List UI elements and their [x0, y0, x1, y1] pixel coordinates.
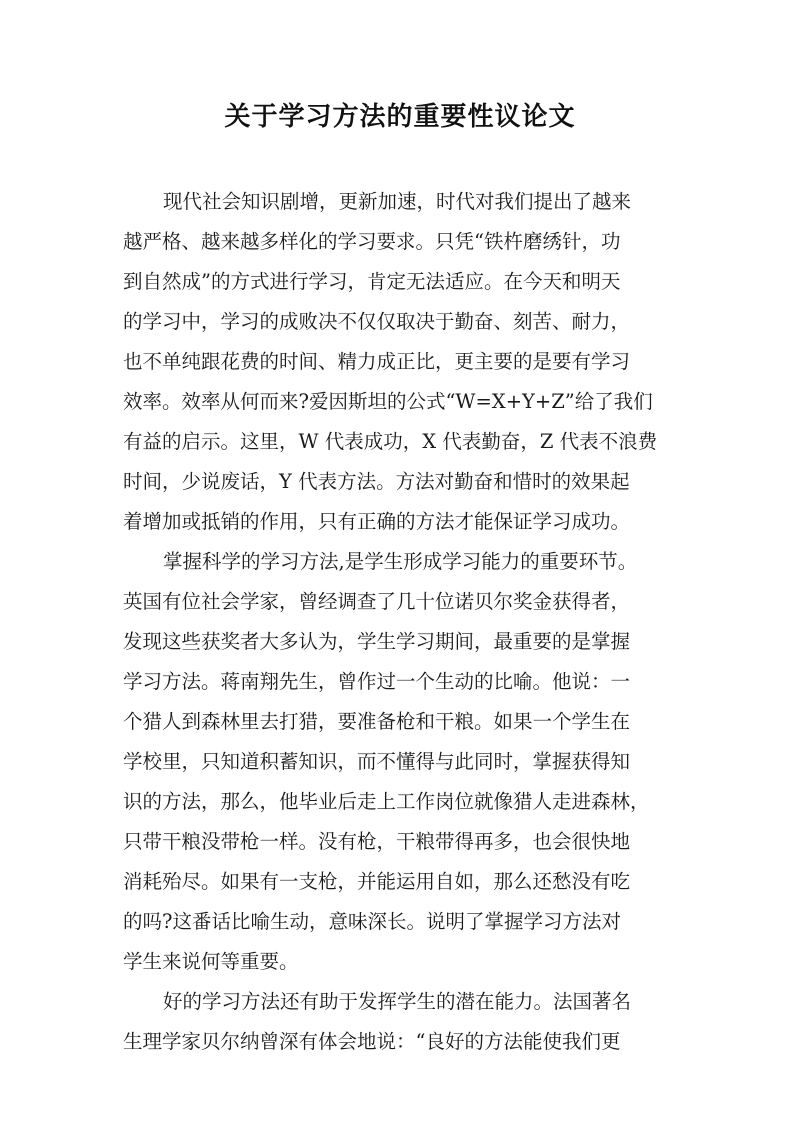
- paragraph-2-line: 只带干粮没带枪一样。没有枪，干粮带得再多，也会很快地: [123, 830, 631, 853]
- paragraph-1-line: 时间，少说废话，Y 代表方法。方法对勤奋和惜时的效果起: [123, 470, 630, 493]
- paragraph-2-line: 的吗?这番话比喻生动，意味深长。说明了掌握学习方法对: [123, 910, 621, 933]
- paragraph-2-line: 发现这些获奖者大多认为，学生学习期间，最重要的是掌握: [123, 630, 631, 653]
- paragraph-1-line: 效率。效率从何而来?爱因斯坦的公式“W=X+Y+Z”给了我们: [123, 390, 653, 413]
- paragraph-1-line: 越严格、越来越多样化的学习要求。只凭“铁杵磨绣针，功: [123, 230, 621, 253]
- paragraph-3-line: 好的学习方法还有助于发挥学生的潜在能力。法国著名: [163, 990, 632, 1013]
- paragraph-1-line: 现代社会知识剧增，更新加速，时代对我们提出了越来: [163, 190, 632, 213]
- paragraph-2-line: 消耗殆尽。如果有一支枪，并能运用自如，那么还愁没有吃: [123, 870, 631, 893]
- paragraph-1-line: 着增加或抵销的作用，只有正确的方法才能保证学习成功。: [123, 510, 631, 533]
- paragraph-2-line: 学生来说何等重要。: [123, 950, 299, 973]
- paragraph-2-line: 英国有位社会学家，曾经调查了几十位诺贝尔奖金获得者，: [123, 590, 631, 613]
- paragraph-2-line: 学校里，只知道积蓄知识，而不懂得与此同时，掌握获得知: [123, 750, 631, 773]
- paragraph-1-line: 有益的启示。这里，W 代表成功，X 代表勤奋，Z 代表不浪费: [123, 430, 658, 453]
- paragraph-2-line: 识的方法，那么，他毕业后走上工作岗位就像猎人走进森林，: [123, 790, 650, 813]
- paragraph-1-line: 的学习中，学习的成败决不仅仅取决于勤奋、刻苦、耐力，: [123, 310, 631, 333]
- paragraph-2-line: 个猎人到森林里去打猎，要准备枪和干粮。如果一个学生在: [123, 710, 631, 733]
- paragraph-3-line: 生理学家贝尔纳曾深有体会地说：“良好的方法能使我们更: [123, 1030, 621, 1053]
- paragraph-1-line: 到自然成”的方式进行学习，肯定无法适应。在今天和明天: [123, 270, 621, 293]
- document-title: 关于学习方法的重要性议论文: [224, 102, 576, 132]
- document-body: [123, 182, 683, 1062]
- paragraph-2-line: 掌握科学的学习方法,是学生形成学习能力的重要环节。: [163, 550, 638, 573]
- paragraph-1-line: 也不单纯跟花费的时间、精力成正比，更主要的是要有学习: [123, 350, 631, 373]
- paragraph-2-line: 学习方法。蒋南翔先生，曾作过一个生动的比喻。他说：一: [123, 670, 631, 693]
